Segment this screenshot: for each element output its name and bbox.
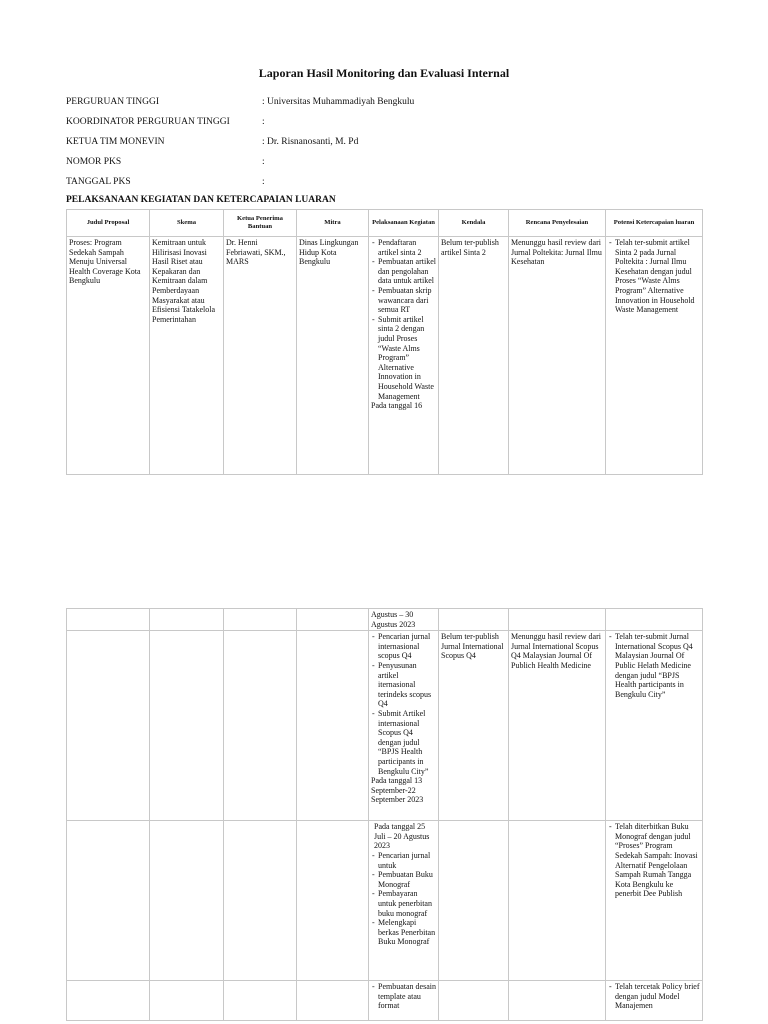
- cell-potensi: [606, 821, 703, 981]
- column-header: Rencana Penyelesaian: [509, 210, 606, 237]
- list-item: - Pembuatan artikel dan pengolahan data untuk artikel: [378, 257, 436, 286]
- pelaksanaan-date: Pada tanggal 13 September-22 September 2023: [371, 776, 424, 805]
- list-item: - Telah tercetak Policy brief dengan judul Model Manajemen: [615, 982, 700, 1011]
- cell-mitra: Dinas Lingkungan Hidup Kota Bengkulu: [297, 237, 369, 475]
- info-label: PERGURUAN TINGGI: [66, 97, 159, 107]
- table-row: [67, 981, 703, 1021]
- table-row: [67, 821, 703, 981]
- cell-judul: Proses: Program Sedekah Sampah Menuju Universal Health Coverage Kota Bengkulu: [67, 237, 150, 475]
- info-label: TANGGAL PKS: [66, 177, 131, 187]
- list-item: - Telah diterbitkan Buku Monograf dengan judul “Proses” Program Sedekah Sampah: Inovasi Alternatif Pengelolaan Sampah Rumah Tangga Kota Bengkulu ke penerbit Dee Publish: [615, 822, 700, 899]
- cell-pelaksanaan: [369, 237, 439, 475]
- info-label: KETUA TIM MONEVIN: [66, 137, 165, 147]
- cell-pelaksanaan: Agustus – 30 Agustus 2023: [369, 609, 439, 631]
- list-item: - Pembayaran untuk penerbitan buku monograf: [378, 889, 436, 918]
- list-item: - Melengkapi berkas Penerbitan Buku Monograf: [378, 918, 436, 947]
- cell-ketua: Dr. Henni Febriawati, SKM., MARS: [224, 237, 297, 475]
- list-item: - Pencarian jurnal untuk: [378, 851, 436, 870]
- monitoring-table: [66, 209, 703, 475]
- cell-pelaksanaan: [369, 631, 439, 821]
- list-item: - Pembuatan skrip wawancara dari semua RT: [378, 286, 436, 315]
- list-item: - Pembuatan desain template atau format: [378, 982, 436, 1011]
- document-page-1: [0, 0, 768, 500]
- cell-potensi: [606, 631, 703, 821]
- pelaksanaan-date: Pada tanggal 25 Juli – 20 Agustus 2023: [374, 822, 430, 851]
- list-item: - Pendaftaran artikel sinta 2: [378, 238, 436, 257]
- cell-pelaksanaan: [369, 981, 439, 1021]
- cell-skema: Kemitraan untuk Hilirisasi Inovasi Hasil Riset atau Kepakaran dan Kemitraan dalam Pemberdayaan Masyarakat atau Efisiensi Tatakelola Pemerintahan: [150, 237, 224, 475]
- info-value: : Dr. Risnanosanti, M. Pd: [262, 137, 359, 147]
- table-header-row: [67, 210, 703, 237]
- list-item: - Submit artikel sinta 2 dengan judul Proses “Waste Alms Program” Alternative Innovation in Household Waste Management: [378, 315, 436, 401]
- list-item: - Pembuatan Buku Monograf: [378, 870, 436, 889]
- table-row: [67, 609, 703, 631]
- info-value: : Universitas Muhammadiyah Bengkulu: [262, 97, 415, 107]
- info-label: NOMOR PKS: [66, 157, 122, 167]
- info-value: :: [262, 157, 265, 167]
- monitoring-table-continued: [66, 608, 703, 1021]
- pelaksanaan-date: Pada tanggal 16: [371, 401, 423, 411]
- column-header: Kendala: [439, 210, 509, 237]
- column-header: Skema: [150, 210, 224, 237]
- info-label: KOORDINATOR PERGURUAN TINGGI: [66, 117, 230, 127]
- column-header: Judul Proposal: [67, 210, 150, 237]
- document-page-2: [0, 560, 768, 1024]
- column-header: Potensi Ketercapaian luaran: [606, 210, 703, 237]
- column-header: Pelaksanaan Kegiatan: [369, 210, 439, 237]
- document-title: Laporan Hasil Monitoring dan Evaluasi Internal: [258, 66, 510, 80]
- column-header: Mitra: [297, 210, 369, 237]
- section-title: PELAKSANAAN KEGIATAN DAN KETERCAPAIAN LUARAN: [66, 195, 336, 205]
- info-value: :: [262, 177, 265, 187]
- cell-potensi: [606, 237, 703, 475]
- cell-rencana: Menunggu hasil review dari Jurnal International Scopus Q4 Malaysian Journal Of Publich Health Medicine: [509, 631, 606, 821]
- info-value: :: [262, 117, 265, 127]
- list-item: - Telah ter-submit Jurnal International Scopus Q4 Malaysian Journal Of Public Helath Medicine dengan judul “BPJS Health participants in Bengkulu City”: [615, 632, 700, 699]
- cell-rencana: Menunggu hasil review dari Jurnal Poltekita: Jurnal Ilmu Kesehatan: [509, 237, 606, 475]
- cell-kendala: Belum ter-publish Jurnal International Scopus Q4: [439, 631, 509, 821]
- table-row: [67, 237, 703, 475]
- column-header: Ketua Penerima Bantuan: [224, 210, 297, 237]
- cell-pelaksanaan: [369, 821, 439, 981]
- cell-potensi: [606, 981, 703, 1021]
- cell-kendala: Belum ter-publish artikel Sinta 2: [439, 237, 509, 475]
- list-item: - Telah ter-submit artikel Sinta 2 pada Jurnal Poltekita : Jurnal Ilmu Kesehatan dengan judul Proses “Waste Alms Program” Alternative Innovation in Household Waste Management: [615, 238, 700, 315]
- list-item: - Submit Artikel internasional Scopus Q4 dengan judul “BPJS Health participants in Bengkulu City”: [378, 709, 436, 776]
- table-row: [67, 631, 703, 821]
- list-item: - Penyusunan artikel iternasional terindeks scopus Q4: [378, 661, 436, 709]
- list-item: - Pencarian jurnal internasional scopus Q4: [378, 632, 436, 661]
